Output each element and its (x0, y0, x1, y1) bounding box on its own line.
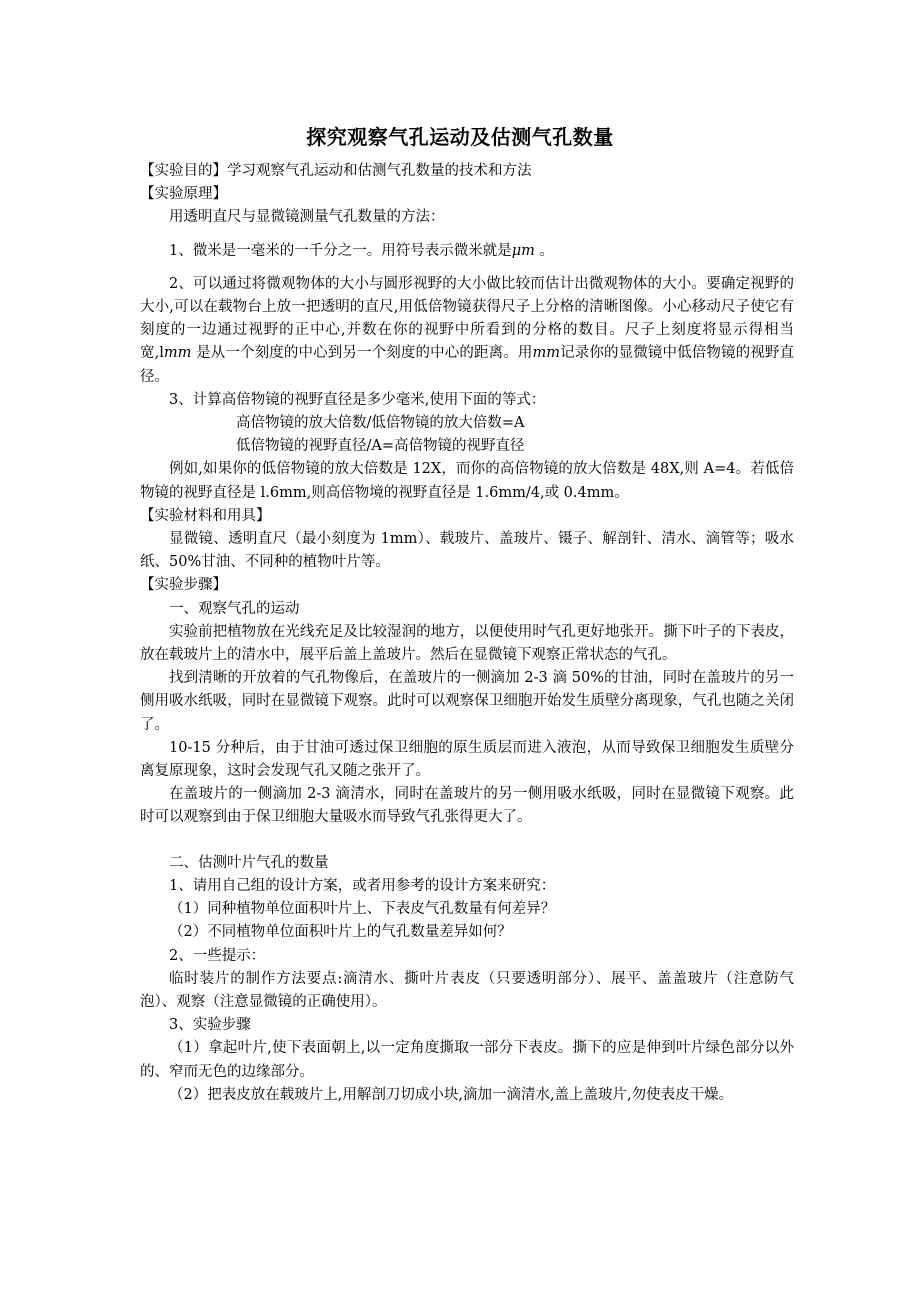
formula-2: 低倍物镜的视野直径/A=高倍物镜的视野直径 (236, 438, 525, 455)
principle-item-2-text-b: 是从一个刻度的中心到另一个刻度的中心的距离。用 (191, 345, 533, 362)
materials-text: 显微镜、透明直尺（最小刻度为 1mm）、载玻片、盖玻片、镊子、解剖针、清水、滴管等；吸水纸、50%甘油、不同种的植物叶片等。 (140, 531, 794, 571)
part1-para-3: 10-15 分种后，由于甘油可透过保卫细胞的原生质层而进入液泡，从而导致保卫细胞发生质壁分离复原现象，这时会发现气孔又随之张开了。 (140, 739, 794, 780)
part2-tip: 临时装片的制作方法要点:滴清水、撕叶片表皮（只要透明部分）、展平、盖盖玻片（注意防气泡）、观察（注意显微镜的正确使用）。 (140, 970, 794, 1010)
steps-label: 【实验步骤】 (140, 577, 227, 594)
purpose-label: 【实验目的】 (140, 163, 227, 179)
principle-item-1 (140, 240, 794, 263)
mm-unit-2: mm (532, 345, 560, 362)
principle-label: 【实验原理】 (140, 186, 227, 203)
principle-item-3: 3、计算高倍物镜的视野直径是多少毫米,使用下面的等式： (169, 391, 546, 408)
formula-1: 高倍物镜的放大倍数/低倍物镜的放大倍数=A (236, 415, 525, 432)
document-title: 探究观察气孔运动及估测气孔数量 (306, 125, 614, 149)
part2-item-3: 3、实验步骤 (169, 1017, 251, 1034)
materials-label: 【实验材料和用具】 (140, 507, 271, 524)
principle-item-1-end: 。 (534, 242, 555, 259)
part2-question-1: （1）同种植物单位面积叶片上、下表皮气孔数量有何差异？ (169, 901, 556, 918)
part2-item-2: 2、一些提示： (169, 947, 266, 964)
part1-para-1: 实验前把植物放在光线充足及比较湿润的地方，以便使用时气孔更好地张开。撕下叶子的下表皮，放在载玻片上的清水中，展平后盖上盖玻片。然后在显微镜下观察正常状态的气孔。 (140, 623, 794, 664)
principle-item-2-text-a: 2、可以通过将微观物体的大小与圆形视野的大小做比较而估计出微观物体的大小。要确定视野的大小,可以在载物台上放一把透明的直尺,用低倍物镜获得尺子上分格的清晰图像。小心移动尺子使它有刻度的一边通过视野的正中心,并数在你的视野中所看到的分格的数目。尺子上刻度将显示得相当宽,l (140, 275, 794, 362)
document-body (140, 160, 794, 1107)
mm-unit-1: mm (163, 345, 192, 362)
part2-heading: 二、估测叶片气孔的数量 (169, 854, 329, 871)
part1-para-4: 在盖玻片的一侧滴加 2-3 滴清水，同时在盖玻片的另一侧用吸水纸吸，同时在显微镜下观察。此时可以观察到由于保卫细胞大量吸水而导致气孔张得更大了。 (140, 786, 794, 826)
purpose-text: 学习观察气孔运动和估测气孔数量的技术和方法 (227, 163, 532, 179)
part2-step-2: （2）把表皮放在载玻片上,用解剖刀切成小块,滴加一滴清水,盖上盖玻片,勿使表皮干燥。 (169, 1086, 734, 1103)
part2-question-2: （2）不同植物单位面积叶片上的气孔数量差异如何？ (169, 924, 512, 941)
micrometer-unit: μm (511, 242, 535, 259)
principle-example: 例如,如果你的低倍物镜的放大倍数是 12X，而你的高倍物镜的放大倍数是 48X,则 A=4。若低倍物镜的视野直径是 l.6mm,则高倍物境的视野直径是 1.6mm/4,或 0.4mm。 (140, 461, 794, 501)
part2-step-1: （1）拿起叶片,使下表面朝上,以一定角度撕取一部分下表皮。撕下的应是伸到叶片绿色部分以外的、窄而无色的边缘部分。 (140, 1040, 794, 1080)
part2-item-1: 1、请用自己组的设计方案，或者用参考的设计方案来研究： (169, 877, 556, 894)
principle-intro: 用透明直尺与显微镜测量气孔数量的方法： (169, 209, 445, 226)
principle-item-1-text: 1、微米是一毫米的一千分之一。用符号表示微米就是 (169, 242, 512, 259)
principle-item-2 (140, 273, 794, 389)
principle-item-2-text-c: 记录你的显微镜中低倍物镜的视野直径。 (140, 345, 795, 385)
purpose-line (140, 160, 794, 183)
part1-heading: 一、观察气孔的运动 (169, 600, 300, 617)
part1-para-2: 找到清晰的开放着的气孔物像后，在盖玻片的一侧滴加 2-3 滴 50%的甘油，同时在盖玻片的另一侧用吸水纸吸，同时在显微镜下观察。此时可以观察保卫细胞开始发生质壁分离现象，气孔也随之关闭了。 (140, 670, 794, 733)
